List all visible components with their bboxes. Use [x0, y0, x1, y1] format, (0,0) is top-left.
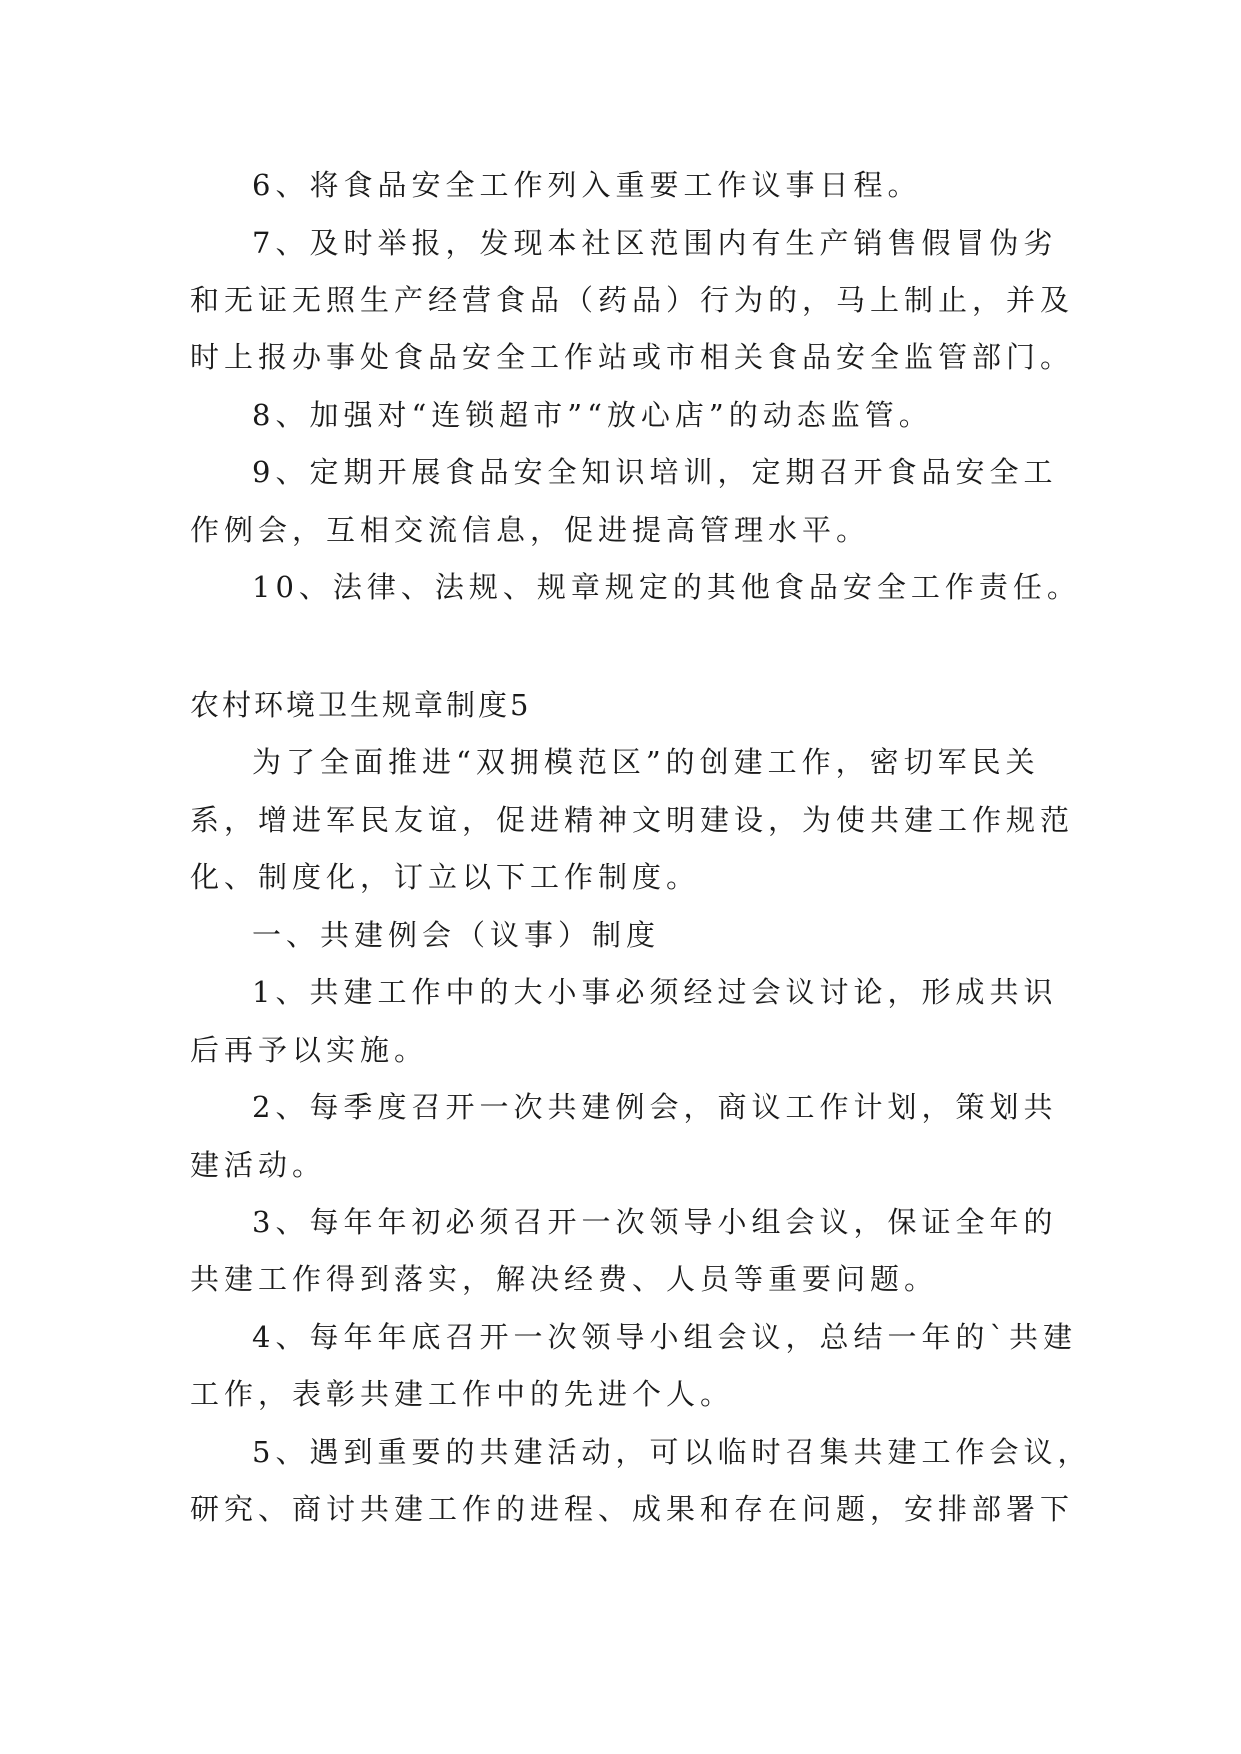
- paragraph-line: 共建工作得到落实，解决经费、人员等重要问题。: [190, 1262, 939, 1296]
- subheading: 一、共建例会（议事）制度: [252, 918, 661, 952]
- paragraph-line: 1、共建工作中的大小事必须经过会议讨论，形成共识: [252, 975, 1058, 1009]
- paragraph-line: 为了全面推进“双拥模范区”的创建工作，密切军民关: [252, 745, 1040, 779]
- paragraph-line: 8、加强对“连锁超市”“放心店”的动态监管。: [252, 398, 933, 432]
- paragraph-line: 研究、商讨共建工作的进程、成果和存在问题，安排部署下: [190, 1492, 1075, 1526]
- paragraph-line: 4、每年年底召开一次领导小组会议，总结一年的`共建: [252, 1320, 1077, 1354]
- paragraph-line: 时上报办事处食品安全工作站或市相关食品安全监管部门。: [190, 340, 1075, 374]
- paragraph-line: 后再予以实施。: [190, 1033, 429, 1067]
- paragraph-line: 建活动。: [190, 1148, 327, 1182]
- paragraph-line: 7、及时举报，发现本社区范围内有生产销售假冒伪劣: [252, 226, 1058, 260]
- paragraph-line: 2、每季度召开一次共建例会，商议工作计划，策划共: [252, 1090, 1058, 1124]
- section-title: 农村环境卫生规章制度5: [190, 688, 532, 722]
- paragraph-line: 化、制度化，订立以下工作制度。: [190, 860, 701, 894]
- paragraph-line: 10、法律、法规、规章规定的其他食品安全工作责任。: [252, 570, 1081, 604]
- paragraph-line: 9、定期开展食品安全知识培训，定期召开食品安全工: [252, 455, 1058, 489]
- paragraph-line: 工作，表彰共建工作中的先进个人。: [190, 1377, 735, 1411]
- paragraph-line: 系，增进军民友谊，促进精神文明建设，为使共建工作规范: [190, 803, 1075, 837]
- paragraph-line: 和无证无照生产经营食品（药品）行为的，马上制止，并及: [190, 283, 1075, 317]
- paragraph-line: 5、遇到重要的共建活动，可以临时召集共建工作会议，: [252, 1435, 1092, 1469]
- paragraph-line: 作例会，互相交流信息，促进提高管理水平。: [190, 513, 871, 547]
- paragraph-line: 3、每年年初必须召开一次领导小组会议，保证全年的: [252, 1205, 1058, 1239]
- paragraph-line: 6、将食品安全工作列入重要工作议事日程。: [252, 168, 922, 202]
